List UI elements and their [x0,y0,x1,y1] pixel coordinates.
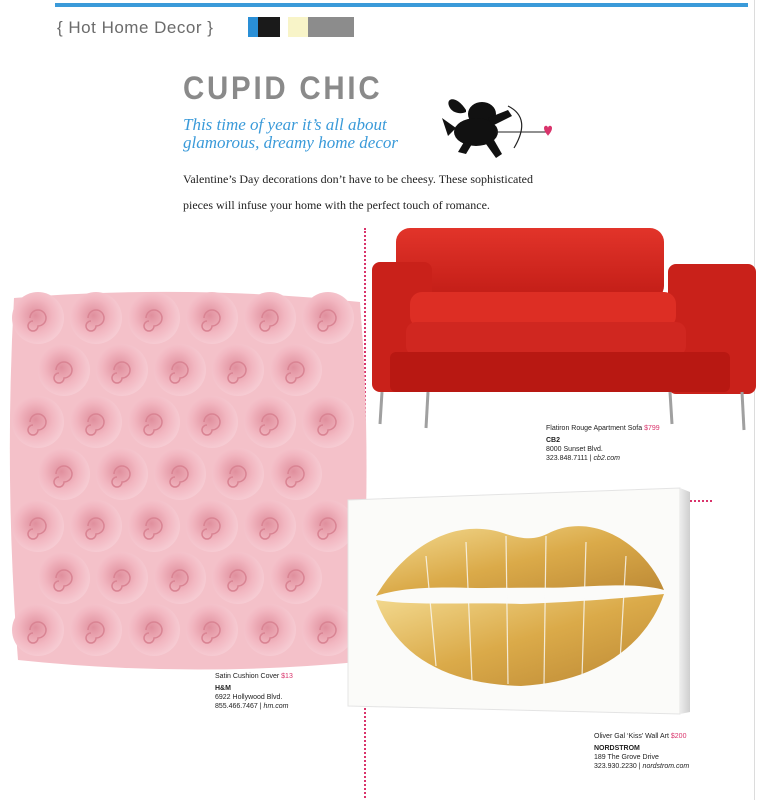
product-name: Flatiron Rouge Apartment Sofa [546,425,643,432]
pillow-image [8,288,368,674]
rose-texture [96,344,148,396]
rose-texture [244,396,296,448]
store-phone: 855.466.7467 | [215,703,262,710]
store-phone: 323.930.2230 | [594,763,641,770]
rose-texture [154,552,206,604]
rose-texture [270,344,322,396]
store-phone: 323.848.7111 | [546,455,592,462]
rose-texture [12,292,64,344]
store-name: NORDSTROM [594,745,640,752]
rose-texture [186,604,238,656]
rose-texture [186,396,238,448]
store-url: cb2.com [593,455,620,462]
rose-texture [128,292,180,344]
article-subtitle: This time of year it’s all about glamorous, dreamy home decor [183,115,398,152]
rose-texture [212,552,264,604]
product-price: $799 [644,425,660,432]
guide-line [690,500,712,502]
lips-art-image [346,486,692,716]
rose-texture [186,500,238,552]
cupid-illustration [436,88,556,168]
rose-texture [70,396,122,448]
rose-texture [128,396,180,448]
swatch-gray [308,17,354,37]
store-name: CB2 [546,437,561,444]
store-address: 189 The Grove Drive [594,754,659,761]
sofa-image [370,224,758,434]
swatch-blue [248,17,258,37]
guide-line [364,708,366,798]
rose-texture [212,448,264,500]
art-caption [594,732,754,771]
rose-texture [38,448,90,500]
swatch-white [280,17,288,37]
rose-texture [12,500,64,552]
rose-texture [186,292,238,344]
pillow-caption [215,672,355,711]
rose-texture [212,344,264,396]
rose-texture [70,500,122,552]
rose-texture [70,292,122,344]
store-url: nordstrom.com [642,763,690,770]
swatch-cream [288,17,308,37]
rose-texture [70,604,122,656]
swatch-black [258,17,280,37]
store-address: 6922 Hollywood Blvd. [215,694,283,701]
rose-texture [244,604,296,656]
top-rule [55,3,748,7]
rose-texture [96,552,148,604]
rose-texture [128,604,180,656]
rose-texture [244,292,296,344]
rose-texture [302,292,354,344]
rose-texture [12,396,64,448]
article-title: CUPID CHIC [183,70,383,106]
rose-texture [244,500,296,552]
rose-texture [270,552,322,604]
product-price: $13 [281,673,293,680]
rose-texture [38,344,90,396]
rose-texture [128,500,180,552]
rose-texture [270,448,322,500]
rose-texture [302,396,354,448]
rose-texture [12,604,64,656]
section-label: { Hot Home Decor } [57,18,214,37]
product-name: Satin Cushion Cover [215,673,280,680]
store-url: hm.com [263,703,289,710]
article-intro: Valentine’s Day decorations don’t have to be cheesy. These sophisticated pieces will infuse your home with the perfect touch of romance. [183,172,534,212]
product-price: $200 [670,733,687,740]
store-address: 8000 Sunset Blvd. [546,446,603,453]
rose-texture [96,448,148,500]
rose-texture [38,552,90,604]
product-name: Oliver Gal ‘Kiss’ Wall Art [594,733,669,740]
rose-texture [154,344,206,396]
rose-texture [154,448,206,500]
store-name: H&M [215,685,231,692]
sofa-caption [546,424,706,463]
